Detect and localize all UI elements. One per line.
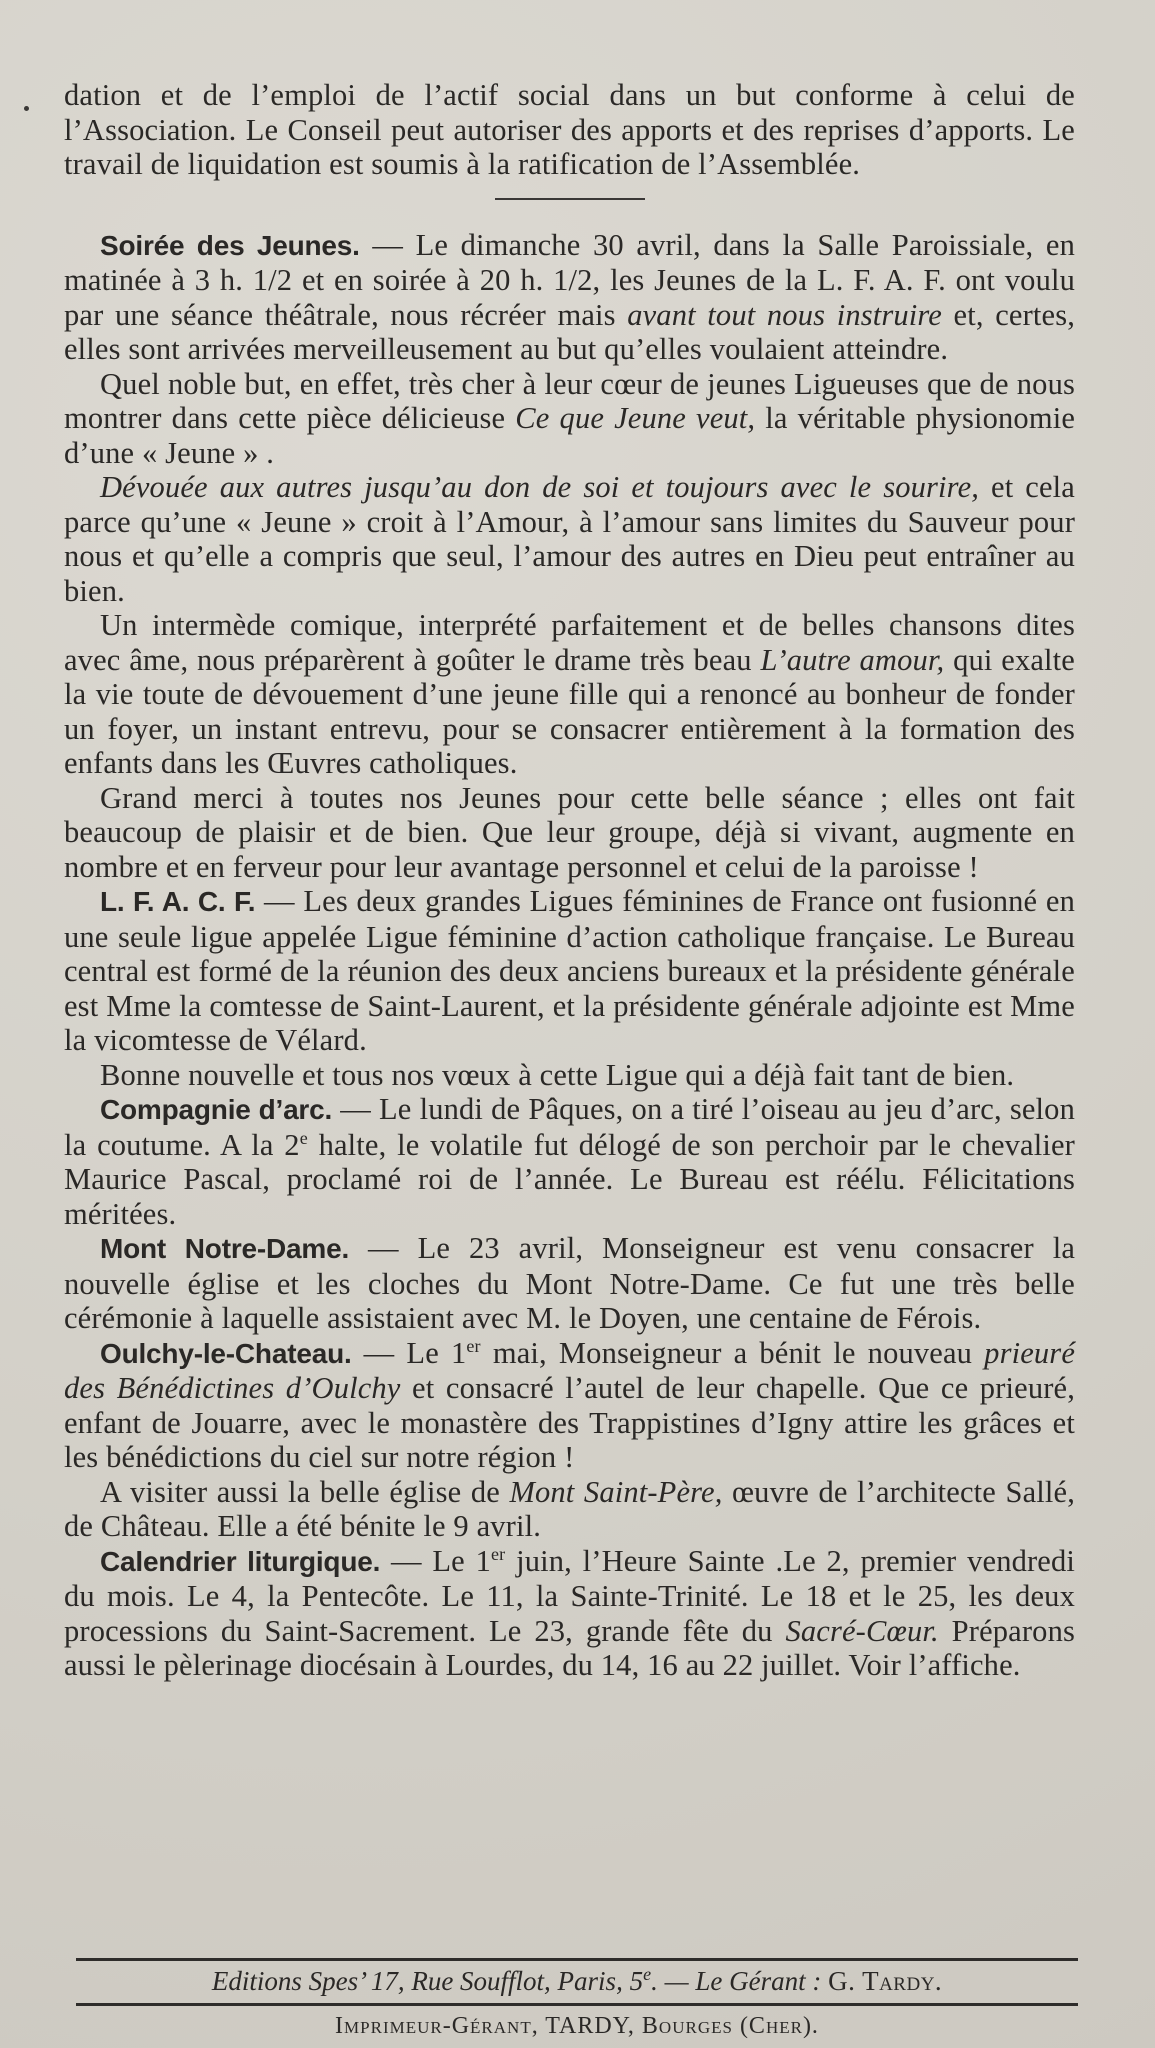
oulchy-heading: Oulchy-le-Chateau. [100, 1337, 352, 1369]
section-divider [495, 198, 645, 200]
intro-paragraph [64, 78, 1075, 182]
soiree-paragraph-1: Soirée des Jeunes. — Le dimanche 30 avril, dans la Salle Paroissiale, en matinée à 3 h. 1/2 et en soirée à 20 h. 1/2, les Jeunes de la L. F. A. F. ont voulu par une séance théâtrale, nous récréer mais avant tout nous instruire et, certes, elles sont arrivées merveilleusement au but qu’elles voulaient atteindre. [64, 227, 1075, 366]
lfacf-heading: L. F. A. C. F. [100, 886, 256, 917]
calendrier-heading: Calendrier liturgique. [100, 1545, 381, 1577]
mont-heading: Mont Notre-Dame. [100, 1233, 350, 1264]
arc-paragraph: Compagnie d’arc. — Le lundi de Pâques, on a tiré l’oiseau au jeu d’arc, selon la coutume. A la 2e halte, le volatile fut délogé de son perchoir par le chevalier Maurice Pascal, proclamé roi de l’année. Le Bureau est réélu. Félicitations méritées. [64, 1092, 1075, 1231]
lfacf-paragraph-1: L. F. A. C. F. — Les deux grandes Ligues féminines de France ont fusionné en une seule ligue appelée Ligue féminine d’action catholique française. Le Bureau central est formé de la réunion des deux anciens bureaux et la présidente générale est Mme la comtesse de Saint-Laurent, et la présidente générale adjointe est Mme la vicomtesse de Vélard. [64, 884, 1075, 1057]
arc-heading: Compagnie d’arc. [100, 1094, 333, 1125]
soiree-paragraph-4: Un intermède comique, interprété parfaitement et de belles chansons dites avec âme, nous préparèrent à goûter le drame très beau L’autre amour, qui exalte la vie toute de dévouement d’une jeune fille qui a renoncé au bonheur de fonder un foyer, un instant entrevu, pour se consacrer entièrement à la formation des enfants dans les Œuvres catholiques. [64, 608, 1075, 780]
soiree-heading: Soirée des Jeunes. [100, 229, 360, 261]
intro-text: dation et de l’emploi de l’actif social dans un but conforme à celui de l’Association. Le Conseil peut autoriser des apports et des reprises d’apports. Le travail de liquidation est soumis à la ratification de l’Assemblée. [64, 78, 1075, 181]
lfacf-paragraph-2: Bonne nouvelle et tous nos vœux à cette Ligue qui a déjà fait tant de bien. [100, 1057, 1015, 1092]
margin-dot [24, 106, 29, 111]
soiree-paragraph-2: Quel noble but, en effet, très cher à leur cœur de jeunes Ligueuses que de nous montrer dans cette pièce délicieuse Ce que Jeune veut, la véritable physionomie d’une « Jeune » . [64, 366, 1076, 470]
footer-rule-top [76, 1958, 1078, 1961]
soiree-paragraph-5: Grand merci à toutes nos Jeunes pour cette belle séance ; elles ont fait beaucoup de plaisir et de bien. Que leur groupe, déjà si vivant, augmente en nombre et en ferveur pour leur avantage personnel et celui de la paroisse ! [64, 780, 1075, 884]
mont-paragraph: Mont Notre-Dame. — Le 23 avril, Monseigneur est venu consacrer la nouvelle église et les cloches du Mont Notre-Dame. Ce fut une très belle cérémonie à laquelle assistaient avec M. le Doyen, une centaine de Férois. [64, 1231, 1076, 1335]
oulchy-paragraph-2: A visiter aussi la belle église de Mont Saint-Père, œuvre de l’architecte Sallé, de Château. Elle a été bénite le 9 avril. [64, 1474, 1075, 1543]
footer-printer-line: Imprimeur-Gérant, TARDY, Bourges (Cher). [335, 2013, 819, 2039]
soiree-paragraph-3: Dévouée aux autres jusqu’au don de soi et toujours avec le sourire, et cela parce qu’une « Jeune » croit à l’Amour, à l’amour sans limites du Sauveur pour nous et qu’elle a compris que seul, l’amour des autres en Dieu peut entraîner au bien. [64, 470, 1075, 608]
footer-publisher-line: Editions Spes’ 17, Rue Soufflot, Paris, 5e. — Le Gérant : G. Tardy. [211, 1964, 943, 1996]
oulchy-paragraph-1: Oulchy-le-Chateau. — Le 1er mai, Monseigneur a bénit le nouveau prieuré des Bénédictines d’Oulchy et consacré l’autel de leur chapelle. Que ce prieuré, enfant de Jouarre, avec le monastère des Trappistines d’Igny attire les grâces et les bénédictions du ciel sur notre région ! [64, 1335, 1076, 1474]
footer-rule-bottom [76, 2003, 1078, 2006]
calendrier-paragraph: Calendrier liturgique. — Le 1er juin, l’Heure Sainte .Le 2, premier vendredi du mois. Le 4, la Pentecôte. Le 11, la Sainte-Trinité. Le 18 et le 25, les deux processions du Saint-Sacrement. Le 23, grande fête du Sacré-Cœur. Préparons aussi le pèlerinage diocésain à Lourdes, du 14, 16 au 22 juillet. Voir l’affiche. [64, 1543, 1076, 1682]
